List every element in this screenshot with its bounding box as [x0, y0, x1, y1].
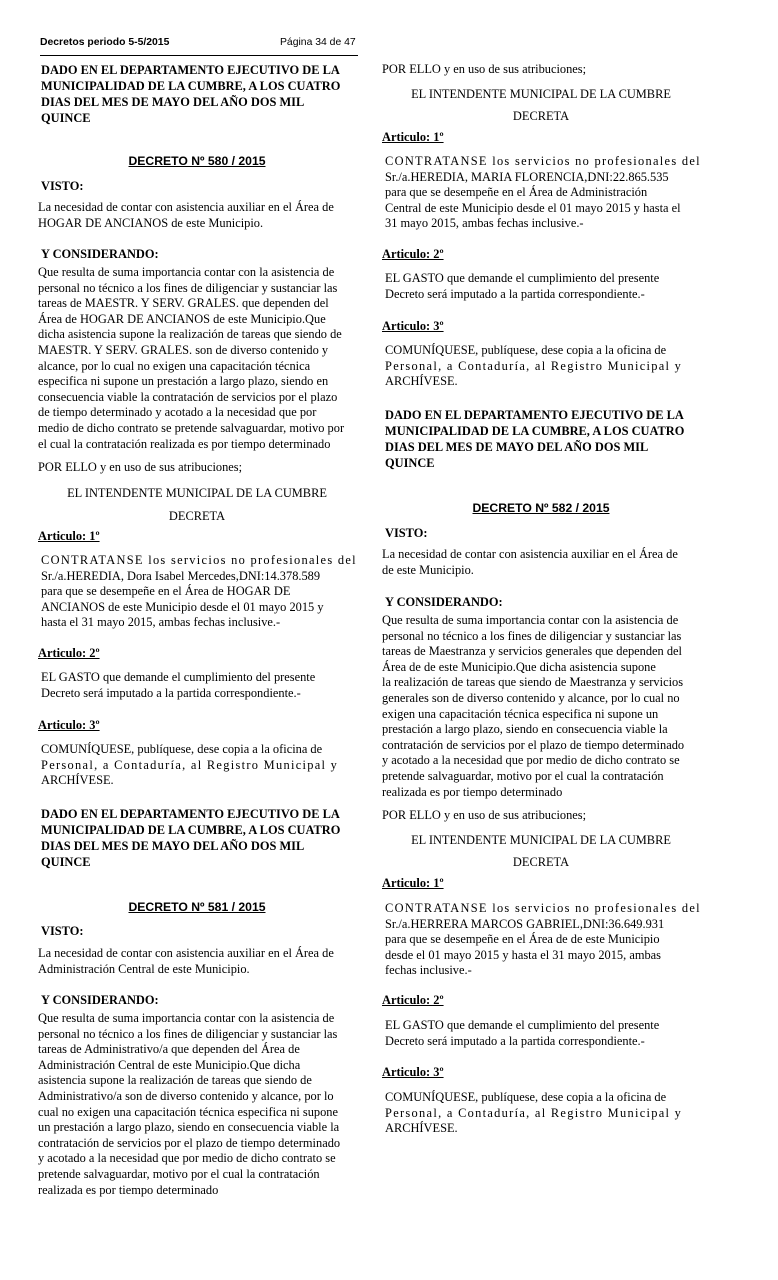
text-line: La necesidad de contar con asistencia auxiliar en el Área de	[382, 547, 678, 561]
text-line: de este Municipio.	[382, 562, 474, 577]
article-1-label: Articulo: 1º	[382, 876, 444, 890]
text-line: el cual la contratación realizada es por tiempo determinado	[38, 436, 331, 451]
text-line: DIAS DEL MES DE MAYO DEL AÑO DOS MIL	[385, 440, 649, 454]
text-line: Administración Central de este Municipio.Que dicha	[38, 1057, 301, 1072]
text-line: de tiempo determinado y acotado a la necesidad que por	[38, 405, 317, 420]
article-2-text	[41, 670, 359, 701]
text-line: QUINCE	[41, 111, 91, 125]
intendente-text: EL INTENDENTE MUNICIPAL DE LA CUMBRE	[411, 833, 671, 847]
intendente-text: EL INTENDENTE MUNICIPAL DE LA CUMBRE	[411, 87, 671, 101]
text-line: personal no técnico a los fines de diligenciar y sustanciar las	[382, 628, 682, 643]
article-3-label: Articulo: 3º	[382, 319, 444, 333]
text-line: ARCHÍVESE.	[385, 374, 458, 389]
text-line: fechas inclusive.-	[385, 963, 472, 978]
text-line: prestación a largo plazo, siendo en consecuencia viable la	[382, 722, 668, 737]
text-line: exigen una capacitación técnica especifica ni supone un	[382, 706, 659, 721]
text-line: Decreto será imputado a la partida correspondiente.-	[41, 685, 301, 700]
text-line: ARCHÍVESE.	[385, 1121, 458, 1136]
visto-text	[38, 200, 356, 231]
text-line: ARCHÍVESE.	[41, 773, 114, 788]
text-line: y acotado a la necesidad que por medio de dicho contrato se	[38, 1151, 336, 1166]
por-ello-text: POR ELLO y en uso de sus atribuciones;	[382, 808, 587, 822]
text-line: MAESTR. Y SERV. GRALES. son de diverso contenido y	[38, 342, 329, 357]
article-3-label: Articulo: 3º	[38, 718, 100, 732]
text-line: ANCIANOS de este Municipio desde el 01 mayo 2015 y	[41, 599, 324, 614]
text-line: Sr./a.HERRERA MARCOS GABRIEL,DNI:36.649.931	[385, 916, 665, 931]
visto-text	[38, 946, 356, 977]
text-line: CONTRATANSE los servicios no profesionales del	[385, 901, 701, 915]
article-1-text	[385, 901, 703, 979]
text-line: para que se desempeñe en el Área de Administración	[385, 185, 648, 200]
text-line: personal no técnico a los fines de diligenciar y sustanciar las	[38, 280, 338, 295]
text-line: EL GASTO que demande el cumplimiento del presente	[385, 271, 660, 285]
text-line: contratación de servicios por el plazo de tiempo determinado	[38, 1135, 341, 1150]
text-line: La necesidad de contar con asistencia auxiliar en el Área de	[38, 946, 334, 960]
considerando-text	[38, 265, 356, 452]
article-2-label: Articulo: 2º	[38, 646, 100, 660]
text-line: HOGAR DE ANCIANOS de este Municipio.	[38, 215, 264, 230]
text-line: DIAS DEL MES DE MAYO DEL AÑO DOS MIL	[41, 839, 305, 853]
text-line: desde el 01 mayo 2015 y hasta el 31 mayo 2015, ambas	[385, 947, 661, 962]
text-line: medio de dicho contrato se pretende salvaguardar, motivo por	[38, 420, 345, 435]
text-line: Personal, a Contaduría, al Registro Municipal y	[385, 1105, 683, 1120]
article-2-label: Articulo: 2º	[382, 247, 444, 261]
text-line: un prestación a largo plazo, siendo en consecuencia viable la	[38, 1120, 340, 1135]
text-line: Personal, a Contaduría, al Registro Municipal y	[41, 757, 339, 772]
article-3-text	[385, 343, 703, 390]
text-line: especifica ni supone un prestación a largo plazo, siendo en	[38, 374, 329, 389]
considerando-label: Y CONSIDERANDO:	[385, 595, 503, 609]
text-line: tareas de Maestranza y servicios generales que dependen del	[382, 644, 682, 659]
article-2-text	[385, 271, 703, 302]
dado-block	[41, 62, 359, 126]
text-line: generales son de diverso contenido y alcance, por lo cual no	[382, 690, 680, 705]
text-line: Personal, a Contaduría, al Registro Municipal y	[385, 358, 683, 373]
text-line: COMUNÍQUESE, publíquese, dese copia a la oficina de	[385, 1090, 667, 1104]
intendente-text: EL INTENDENTE MUNICIPAL DE LA CUMBRE	[67, 486, 327, 500]
page-header	[40, 35, 358, 56]
text-line: Administración Central de este Municipio.	[38, 961, 250, 976]
visto-text	[382, 547, 700, 578]
text-line: para que se desempeñe en el Área de de este Municipio	[385, 932, 660, 947]
text-line: Central de este Municipio desde el 01 mayo 2015 y hasta el	[385, 200, 681, 215]
text-line: CONTRATANSE los servicios no profesionales del	[385, 154, 701, 168]
text-line: Decreto será imputado a la partida correspondiente.-	[385, 1033, 645, 1048]
article-3-text	[41, 742, 359, 789]
text-line: Sr./a.HEREDIA, MARIA FLORENCIA,DNI:22.865.535	[385, 169, 669, 184]
article-3-label: Articulo: 3º	[382, 1065, 444, 1079]
considerando-label: Y CONSIDERANDO:	[41, 993, 159, 1007]
text-line: realizada es por tiempo determinado	[382, 784, 563, 799]
considerando-text	[38, 1011, 356, 1198]
text-line: DADO EN EL DEPARTAMENTO EJECUTIVO DE LA	[385, 408, 684, 422]
text-line: La necesidad de contar con asistencia auxiliar en el Área de	[38, 200, 334, 214]
text-line: MUNICIPALIDAD DE LA CUMBRE, A LOS CUATRO	[41, 79, 341, 93]
visto-label: VISTO:	[385, 526, 428, 540]
header-period: Decretos periodo 5-5/2015	[40, 37, 170, 48]
por-ello-text: POR ELLO y en uso de sus atribuciones;	[382, 62, 587, 76]
considerando-text	[382, 613, 700, 800]
text-line: personal no técnico a los fines de diligenciar y sustanciar las	[38, 1026, 338, 1041]
dado-block	[385, 407, 703, 471]
text-line: QUINCE	[41, 855, 91, 869]
decreta-text: DECRETA	[512, 855, 570, 869]
text-line: hasta el 31 mayo 2015, ambas fechas inclusive.-	[41, 615, 281, 630]
text-line: Que resulta de suma importancia contar con la asistencia de	[38, 1011, 335, 1025]
text-line: para que se desempeñe en el Área de HOGAR DE	[41, 584, 291, 599]
visto-label: VISTO:	[41, 924, 84, 938]
text-line: asistencia supone la realización de tareas que siendo de	[38, 1073, 312, 1088]
decree-582-title: DECRETO Nº 582 / 2015	[472, 501, 610, 515]
article-1-text	[41, 553, 359, 631]
text-line: pretende salvaguardar, motivo por el cual la contratación	[38, 1166, 320, 1181]
decreta-text: DECRETA	[512, 109, 570, 123]
decree-580-title: DECRETO Nº 580 / 2015	[128, 154, 266, 168]
text-line: EL GASTO que demande el cumplimiento del presente	[41, 670, 316, 684]
text-line: cual no exigen una capacitación técnica especifica ni supone	[38, 1104, 338, 1119]
article-3-text	[385, 1090, 703, 1137]
text-line: dicha asistencia supone la realización de tareas que siendo de	[38, 327, 342, 342]
visto-label: VISTO:	[41, 179, 84, 193]
decreta-text: DECRETA	[168, 509, 226, 523]
por-ello-text: POR ELLO y en uso de sus atribuciones;	[38, 460, 243, 474]
article-2-text	[385, 1018, 703, 1049]
article-1-text	[385, 154, 703, 232]
text-line: tareas de Administrativo/a que dependen del Área de	[38, 1042, 300, 1057]
decree-581-title: DECRETO Nº 581 / 2015	[128, 900, 266, 914]
text-line: realizada es por tiempo determinado	[38, 1182, 219, 1197]
text-line: EL GASTO que demande el cumplimiento del presente	[385, 1018, 660, 1032]
article-1-label: Articulo: 1º	[382, 130, 444, 144]
text-line: COMUNÍQUESE, publíquese, dese copia a la oficina de	[385, 343, 667, 357]
text-line: DADO EN EL DEPARTAMENTO EJECUTIVO DE LA	[41, 807, 340, 821]
text-line: contratación de servicios por el plazo de tiempo determinado	[382, 737, 685, 752]
considerando-label: Y CONSIDERANDO:	[41, 247, 159, 261]
text-line: Área de HOGAR DE ANCIANOS de este Municipio.Que	[38, 311, 326, 326]
text-line: MUNICIPALIDAD DE LA CUMBRE, A LOS CUATRO	[41, 823, 341, 837]
text-line: alcance, por lo cual no exigen una capacitación técnica	[38, 358, 311, 373]
text-line: y acotado a la necesidad que por medio de dicho contrato se	[382, 753, 680, 768]
text-line: DIAS DEL MES DE MAYO DEL AÑO DOS MIL	[41, 95, 305, 109]
text-line: consecuencia viable la contratación de servicios por el plazo	[38, 389, 338, 404]
text-line: COMUNÍQUESE, publíquese, dese copia a la oficina de	[41, 742, 323, 756]
article-1-label: Articulo: 1º	[38, 529, 100, 543]
text-line: Decreto será imputado a la partida correspondiente.-	[385, 286, 645, 301]
text-line: Administrativo/a son de diverso contenido y alcance, por lo	[38, 1088, 334, 1103]
text-line: la realización de tareas que siendo de Maestranza y servicios	[382, 675, 684, 690]
article-2-label: Articulo: 2º	[382, 993, 444, 1007]
text-line: Sr./a.HEREDIA, Dora Isabel Mercedes,DNI:14.378.589	[41, 568, 321, 583]
text-line: CONTRATANSE los servicios no profesionales del	[41, 553, 357, 567]
dado-block	[41, 806, 359, 870]
text-line: 31 mayo 2015, ambas fechas inclusive.-	[385, 216, 584, 231]
text-line: tareas de MAESTR. Y SERV. GRALES. que dependen del	[38, 296, 329, 311]
text-line: Área de de este Municipio.Que dicha asistencia supone	[382, 659, 656, 674]
header-page-number: Página 34 de 47	[280, 37, 356, 48]
text-line: QUINCE	[385, 456, 435, 470]
text-line: Que resulta de suma importancia contar con la asistencia de	[38, 265, 335, 279]
text-line: DADO EN EL DEPARTAMENTO EJECUTIVO DE LA	[41, 63, 340, 77]
text-line: MUNICIPALIDAD DE LA CUMBRE, A LOS CUATRO	[385, 424, 685, 438]
text-line: pretende salvaguardar, motivo por el cual la contratación	[382, 768, 664, 783]
text-line: Que resulta de suma importancia contar con la asistencia de	[382, 613, 679, 627]
